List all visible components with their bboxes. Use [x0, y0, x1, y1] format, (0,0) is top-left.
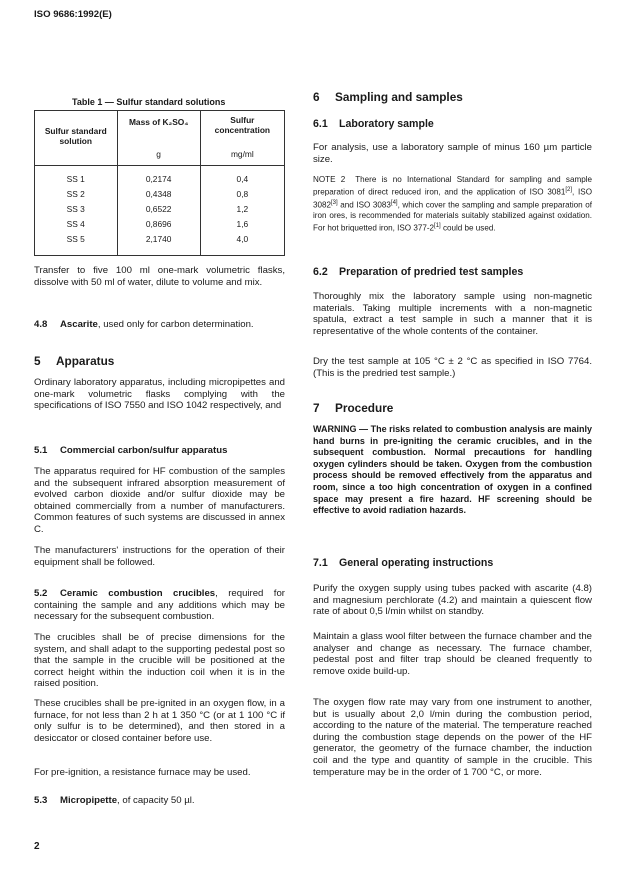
heading-5: 5 Apparatus: [34, 354, 115, 368]
page-number: 2: [34, 841, 40, 852]
table-cell: 1,2: [200, 202, 284, 217]
paragraph: The manufacturers' instructions for the operation of their equipment shall be followed.: [34, 545, 285, 568]
clause-5-2: 5.2 Ceramic combustion crucibles, required for containing the sample and any additions which may be necessary for the subsequent combustion.: [34, 588, 285, 623]
paragraph: Thoroughly mix the laboratory sample using non-magnetic materials. Taking multiple increments with a non-magnetic spatula, extract a test sample in such a manner that it is representative of the whole contents of the container.: [313, 291, 592, 337]
paragraph: The apparatus required for HF combustion of the samples and the subsequent infrared absorption measurement of evolved carbon dioxide and/or sulfur dioxide may be obtained commercially from a number of manufacturers. Common features of such systems are discussed in annex C.: [34, 466, 285, 535]
table-cell: 0,6522: [117, 202, 200, 217]
heading-6: 6 Sampling and samples: [313, 90, 463, 104]
table-cell: 0,2174: [117, 166, 200, 188]
table-cell: 0,4348: [117, 187, 200, 202]
table-row: [35, 202, 285, 217]
table-caption: Table 1 — Sulfur standard solutions: [72, 97, 226, 107]
document-header: ISO 9686:1992(E): [34, 9, 112, 20]
note-2: NOTE 2 There is no International Standard for sampling and sample preparation of direct reduced iron, and the application of ISO 3081[2], ISO 3082[3] and ISO 3083[4], which cover the sampling and sample preparation of iron ores, is recommended for materials suitably stabilized against oxidation. For hot briquetted iron, ISO 377-2[1] could be used.: [313, 175, 593, 233]
paragraph: The crucibles shall be of precise dimensions for the system, and shall adapt to the supporting pedestal post so that the sample in the crucible will be positioned at the correct height within the induction coil when it is in the raised position.: [34, 632, 285, 690]
table-cell: SS 5: [35, 232, 118, 255]
paragraph: For analysis, use a laboratory sample of minus 160 µm particle size.: [313, 142, 592, 165]
table-header: Mass of K₂SO₄ g: [117, 111, 200, 166]
paragraph: These crucibles shall be pre-ignited in an oxygen flow, in a furnace, for not less than 2 h at 1 350 °C (or at 1 100 °C if only sulfur is to be determined), and then stored in a desiccator or closed container before use.: [34, 698, 285, 744]
heading-7: 7 Procedure: [313, 401, 394, 415]
clause-5-3: 5.3 Micropipette, of capacity 50 µl.: [34, 795, 195, 806]
heading-6-1: 6.1 Laboratory sample: [313, 118, 434, 130]
table-row: [35, 166, 285, 188]
table-header: Sulfur standard solution: [35, 111, 118, 166]
table-cell: SS 4: [35, 217, 118, 232]
table-cell: 1,6: [200, 217, 284, 232]
table-cell: SS 3: [35, 202, 118, 217]
table-cell: SS 2: [35, 187, 118, 202]
heading-5-1: 5.1 Commercial carbon/sulfur apparatus: [34, 445, 228, 456]
table-cell: 0,8696: [117, 217, 200, 232]
apparatus-paragraph: Ordinary laboratory apparatus, including micropipettes and one-mark volumetric flasks complying with the specifications of ISO 7550 and ISO 1042 respectively, and: [34, 377, 285, 412]
clause-4-8: 4.8 Ascarite, used only for carbon determination.: [34, 319, 254, 330]
sulfur-standards-table: [34, 110, 285, 256]
paragraph: The oxygen flow rate may vary from one instrument to another, but is usually about 2,0 l/min during the combustion period, according to the nature of the material. The temperature reached during the combustion stage depends on the power of the HF generator, the geometry of the furnace chamber, the induction coil and the type and quantity of sample in the crucible. This temperature may be in the order of 1 700 °C, or more.: [313, 697, 592, 778]
table-cell: SS 1: [35, 166, 118, 188]
paragraph: For pre-ignition, a resistance furnace may be used.: [34, 767, 251, 778]
warning-paragraph: WARNING — The risks related to combustion analysis are mainly hand burns in pre-igniting the ceramic crucibles, and in the subsequent combustion. Normal precautions for handling oxygen cylinders should be taken. Oxygen from the combustion process should be removed effectively from the apparatus and room, since a too high concentration of oxygen in a confined space may present a fire hazard. HF screening should be effective to avoid radiation hazards.: [313, 424, 592, 516]
table-cell: 4,0: [200, 232, 284, 255]
paragraph: Purify the oxygen supply using tubes packed with ascarite (4.8) and magnesium perchlorate (4.2) and maintain a quiescent flow rate of about 0,5 l/min whilst on standby.: [313, 583, 592, 618]
table-row: [35, 217, 285, 232]
paragraph: Maintain a glass wool filter between the furnace chamber and the analyser and change as necessary. The furnace chamber, pedestal post and filter trap should be cleaned frequently to remove oxide build-up.: [313, 631, 592, 677]
heading-6-2: 6.2 Preparation of predried test samples: [313, 266, 524, 278]
table-cell: 0,4: [200, 166, 284, 188]
table-cell: 0,8: [200, 187, 284, 202]
table-row: [35, 232, 285, 255]
transfer-paragraph: Transfer to five 100 ml one-mark volumetric flasks, dissolve with 50 ml of water, dilute to volume and mix.: [34, 265, 285, 288]
table-header: Sulfur concentration mg/ml: [200, 111, 284, 166]
paragraph: Dry the test sample at 105 °C ± 2 °C as specified in ISO 7764. (This is the predried test sample.): [313, 356, 592, 379]
table-row: [35, 187, 285, 202]
heading-7-1: 7.1 General operating instructions: [313, 557, 494, 569]
table-cell: 2,1740: [117, 232, 200, 255]
